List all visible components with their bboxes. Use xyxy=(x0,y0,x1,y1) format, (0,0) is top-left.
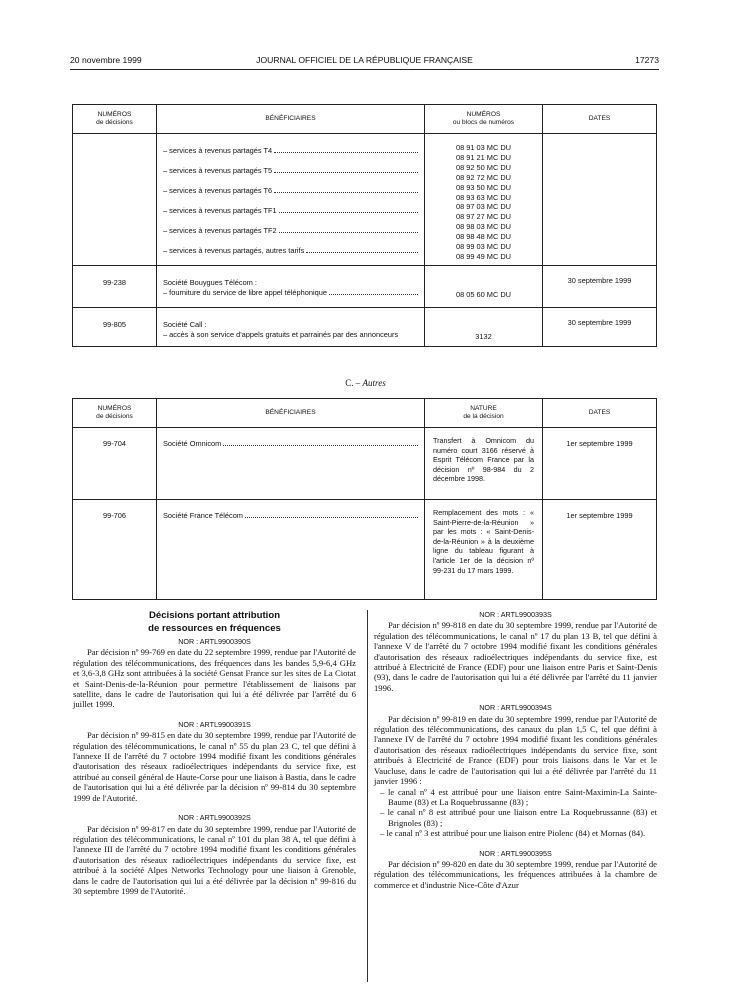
decision-text: Par décision nº 99-820 en date du 30 septembre 1999, rendue par l'Autorité de régulation des télécommunications, les fréquences attribuées à la chambre de commerce et d'industrie Nice-Côte d'Azur xyxy=(374,858,657,890)
col-header-decisions: NUMÉROS de décisions xyxy=(73,105,157,134)
decision-nature: Transfert à Omnicom du numéro court 3166 réservé à Esprit Télécom France par la décision nº 98-984 du 2 décembre 1998. xyxy=(425,428,543,500)
service-line: – accès à son service d'appels gratuits et parrainés par des annonceurs xyxy=(163,330,399,339)
nor-reference: NOR : ARTL9900390S xyxy=(178,637,251,646)
table-row xyxy=(73,500,657,600)
decision-block xyxy=(374,610,657,693)
number-block: 3132 xyxy=(425,308,543,347)
beneficiary-name: Société Call : xyxy=(163,320,207,329)
col-header-decisions: NUMÉROS de décisions xyxy=(73,399,157,428)
decision-text: Par décision nº 99-817 en date du 30 septembre 1999, rendue par l'Autorité de régulation des télécommunications, le canal nº 101 du plan 38 A, tel que défini à l'annexe III de l'arrêté du 7 octobre 1994 modifié fixant les conditions générales d'autorisation des réseaux radioélectriques indépendants du service fixe, est attribué à la société Alpes Networks Technology pour une liaison à Grenoble, dans le cadre de l'autorisation qui lui a été délivrée par la décision nº 99-816 du 30 septembre 1999 de l'Autorité. xyxy=(73,823,356,896)
table-row xyxy=(73,308,657,347)
section-heading: C. – Autres xyxy=(345,378,386,388)
decision-number: 99-706 xyxy=(73,500,157,600)
nor-reference: NOR : ARTL9900394S xyxy=(479,703,552,713)
decision-date: 30 septembre 1999 xyxy=(543,308,657,347)
beneficiary-name: Société Omnicom xyxy=(163,439,222,448)
list-item: – le canal nº 3 est attribué pour une liaison entre Piolenc (84) et Mornas (84). xyxy=(380,828,646,839)
decision-text: Par décision nº 99-769 en date du 22 septembre 1999, rendue par l'Autorité de régulation des télécommunications, des fréquences dans les bandes 5,9-6,4 GHz et 3,6-3,8 GHz sont attribuées à la société Gensat France sur les sites de La Ciotat et Saint-Denis-de-la-Réunion pour permettre l'établissement de liaisons par satellite, dans le cadre de l'autorisation qui lui a été délivrée par l'arrêté du 6 juillet 1999. xyxy=(73,647,356,710)
decision-text: Par décision nº 99-815 en date du 30 septembre 1999, rendue par l'Autorité de régulation des télécommunications, le canal nº 55 du plan 23 C, tel que défini à l'annexe II de l'arrêté du 7 octobre 1994 modifié fixant les conditions générales d'autorisation des réseaux radioélectriques indépendants du service fixe, est attribué au conseil général de Haute-Corse pour une liaison à Bastia, dans le cadre de l'autorisation qui lui a été délivrée par la décision nº 99-814 du 30 septembre 1999 de l'Autorité. xyxy=(73,730,356,803)
decision-number: 99-238 xyxy=(73,266,157,308)
number-blocks: 08 91 03 MC DU 08 91 21 MC DU 08 92 50 MC DU 08 92 72 MC DU 08 93 50 MC DU 08 93 63 MC DU 08 97 03 MC DU 08 97 27 MC DU 08 98 03 MC DU 08 98 48 MC DU 08 99 03 MC DU 08 99 49 MC DU xyxy=(425,134,543,266)
col-header-numbers: NUMÉROS ou blocs de numéros xyxy=(425,105,543,134)
channel-list xyxy=(374,787,657,839)
decision-date: 30 septembre 1999 xyxy=(543,266,657,308)
decision-date: 1er septembre 1999 xyxy=(543,428,657,500)
service-line: – services à revenus partagés T4 xyxy=(163,146,273,155)
number-block: 08 05 60 MC DU xyxy=(425,266,543,308)
decision-block xyxy=(73,813,356,896)
col-header-beneficiaries: BÉNÉFICIAIRES xyxy=(157,105,425,134)
service-line: – services à revenus partagés, autres tarifs xyxy=(163,246,305,255)
header-date: 20 novembre 1999 xyxy=(70,55,142,65)
service-line: – services à revenus partagés T5 xyxy=(163,166,273,175)
decision-date: 1er septembre 1999 xyxy=(543,500,657,600)
col-header-beneficiaries: BÉNÉFICIAIRES xyxy=(157,399,425,428)
header-rule xyxy=(70,69,659,70)
col-header-dates: DATES xyxy=(543,399,657,428)
header-journal-title: JOURNAL OFFICIEL DE LA RÉPUBLIQUE FRANÇAISE xyxy=(256,55,473,65)
column-divider xyxy=(367,610,368,982)
section-title-line1: Décisions portant attribution xyxy=(148,610,281,621)
decision-number: 99-805 xyxy=(73,308,157,347)
beneficiary-name: Société Bouygues Télécom : xyxy=(163,278,257,287)
numbers-table xyxy=(72,104,657,347)
nor-reference: NOR : ARTL9900393S xyxy=(479,610,552,619)
decision-number: 99-704 xyxy=(73,428,157,500)
decision-block xyxy=(374,703,657,838)
decision-text: Par décision nº 99-818 en date du 30 septembre 1999, rendue par l'Autorité de régulation des télécommunications, le canal nº 17 du plan 13 B, tel que défini à l'annexe V de l'arrêté du 7 octobre 1994 modifié fixant les conditions générales d'autorisation des réseaux radioélectriques indépendants du service fixe, est attribué à Electricité de France (EDF) pour une liaison entre Paris et Saint-Denis (93), dans le cadre de l'autorisation qui lui a été délivrée par l'arrêté du 11 janvier 1996. xyxy=(374,620,657,693)
service-line: – services à revenus partagés T6 xyxy=(163,186,273,195)
decision-nature: Remplacement des mots : « Saint-Pierre-de-la-Réunion » par les mots : « Saint-Denis-de-la-Réunion » à la deuxième ligne du tableau figurant à l'article 1er de la décision nº 99-231 du 17 mars 1999. xyxy=(425,500,543,600)
service-line: – services à revenus partagés TF2 xyxy=(163,226,277,235)
list-item: – le canal nº 4 est attribué pour une liaison entre Saint-Maximin-La Sainte-Baume (83) et La Roquebrussanne (83) ; xyxy=(380,786,657,807)
table-row xyxy=(73,266,657,308)
nor-reference: NOR : ARTL9900391S xyxy=(178,719,251,729)
decision-block xyxy=(73,720,356,803)
section-title-line2: de ressources en fréquences xyxy=(148,623,281,634)
decision-block xyxy=(374,849,657,891)
service-line: – fourniture du service de libre appel téléphonique xyxy=(163,288,327,297)
col-header-nature: NATURE de la décision xyxy=(425,399,543,428)
section-title: Autres xyxy=(362,378,386,388)
right-column xyxy=(374,610,657,900)
nor-reference: NOR : ARTL9900395S xyxy=(479,848,552,858)
page-header xyxy=(70,55,659,69)
decision-block xyxy=(73,637,356,710)
left-column xyxy=(73,610,356,906)
col-header-dates: DATES xyxy=(543,105,657,134)
service-line: – services à revenus partagés TF1 xyxy=(163,206,277,215)
nor-reference: NOR : ARTL9900392S xyxy=(178,813,251,823)
table-row xyxy=(73,134,657,266)
list-item: – le canal nº 8 est attribué pour une liaison entre La Roquebrussanne (83) et Brignoles (83) ; xyxy=(380,807,657,828)
table-row xyxy=(73,428,657,500)
header-page-number: 17273 xyxy=(635,55,659,65)
decision-text: Par décision nº 99-819 en date du 30 septembre 1999, rendue par l'Autorité de régulation des télécommunications, des canaux du plan 1,5 C, tel que défini à l'annexe IV de l'arrêté du 7 octobre 1994 modifié fixant les conditions générales d'autorisation des réseaux radioélectriques indépendants du service fixe, sont attribués à Electricité de France (EDF) pour trois liaisons dans le Var et le Vaucluse, dans le cadre de l'autorisation qui lui a été délivrée par l'arrêté du 11 janvier 1996 : xyxy=(374,713,657,787)
beneficiary-name: Société France Télécom xyxy=(163,511,243,520)
other-decisions-table xyxy=(72,398,657,600)
